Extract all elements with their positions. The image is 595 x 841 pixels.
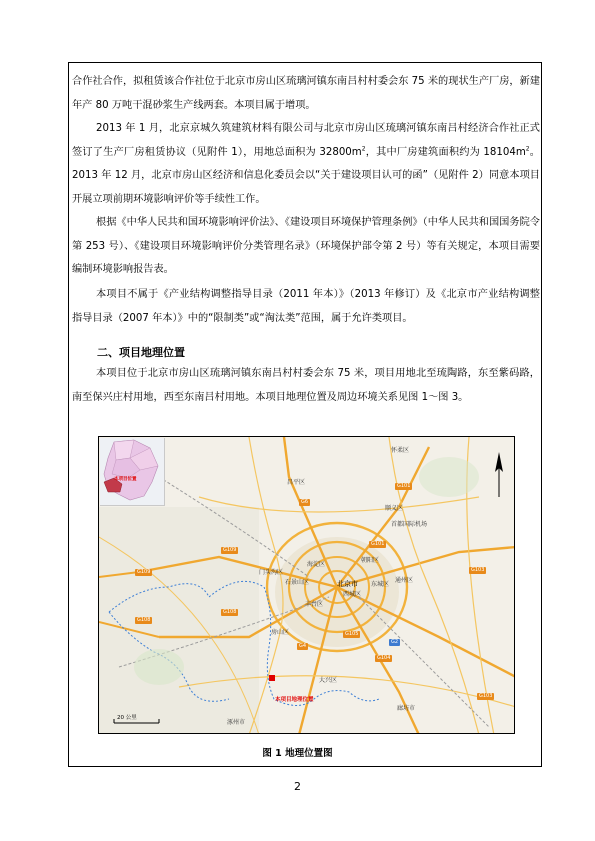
label-dongcheng: 东城区	[371, 581, 390, 588]
project-location-label: 本项目地理位置	[275, 697, 314, 703]
label-airport: 首都国际机场	[391, 521, 428, 528]
label-langfang: 廊坊市	[397, 705, 416, 712]
road-badge-g109b: G109	[137, 569, 151, 575]
road-badge-g101b: G101	[371, 541, 385, 547]
road-badge-g103: G103	[471, 567, 485, 573]
label-shunyi: 顺义区	[385, 505, 404, 512]
road-badge-g101: G101	[397, 483, 411, 489]
paragraph-4: 本项目不属于《产业结构调整指导目录（2011 年本）》（2013 年修订）及《北京市产业结构调整指导目录（2007 年本）》中的“限制类”或“淘汰类”范围，属于允许类项目。	[72, 289, 540, 324]
label-huairou: 怀柔区	[391, 447, 410, 454]
label-haidian: 海淀区	[307, 561, 326, 568]
paragraph-1: 合作社合作，拟租赁该合作社位于北京市房山区琉璃河镇东南吕村村委会东 75 米的现状生产厂房，新建年产 80 万吨干混砂浆生产线两套。本项目属于增项。	[72, 76, 540, 111]
beijing-inset-map	[100, 438, 165, 506]
paragraph-2: 2013 年 1 月，北京京城久筑建筑材料有限公司与北京市房山区琉璃河镇东南吕村经济合作社正式签订了生产厂房租赁协议（见附件 1），用地总面积为 $32800m^2$，其中厂房建筑面积约为 $18104m^2$。2013 年 12 月，北京市房山区经济和信息化委员会以“关于建设项目认可的函”（见附件 2）同意本项目开展立项前期环境影响评价等手续性工作。	[72, 123, 540, 205]
inset-project-label: 本项目位置	[114, 477, 137, 482]
label-xicheng: 西城区	[343, 591, 362, 598]
paragraph-3: 根据《中华人民共和国环境影响评价法》、《建设项目环境保护管理条例》（中华人民共和国国务院令第 253 号）、《建设项目环境影响评价分类管理名录》（环境保护部令第 2 号）等有关规定，本项目需要编制环境影响报告表。	[72, 217, 540, 276]
road-badge-g109a: G109	[223, 547, 237, 553]
label-tongzhou: 通州区	[395, 577, 414, 584]
label-fangshan: 房山区	[271, 629, 290, 636]
road-badge-g108a: G108	[223, 609, 237, 615]
label-shijingshan: 石景山区	[285, 579, 310, 586]
label-daxing: 大兴区	[319, 677, 338, 684]
road-badge-g108b: G108	[137, 617, 151, 623]
label-beijing: 北京市	[337, 580, 358, 588]
figure-caption: 图 1 地理位置图	[262, 748, 333, 759]
road-badge-g105: G105	[345, 631, 359, 637]
label-chaoyang: 朝阳区	[361, 557, 380, 564]
location-map	[98, 436, 515, 734]
road-badge-g103b: G103	[479, 693, 493, 699]
inset-graphic	[100, 438, 164, 505]
road-badge-g2: G2	[391, 639, 399, 645]
road-badge-g6: G6	[301, 499, 309, 505]
label-mentougou: 门头沟区	[259, 569, 284, 576]
label-changping: 昌平区	[287, 479, 306, 486]
scale-label: 20 公里	[117, 715, 137, 721]
paragraph-5: 本项目位于北京市房山区琉璃河镇东南吕村村委会东 75 米，项目用地北至琉陶路，东至紫码路，南至保兴庄村用地，西至东南吕村用地。本项目地理位置及周边环境关系见图 1～图 3。	[72, 368, 540, 403]
road-badge-g104: G104	[377, 655, 391, 661]
page-number: 2	[294, 780, 301, 793]
road-badge-g4: G4	[299, 643, 307, 649]
label-zhuozhou: 涿州市	[227, 719, 246, 726]
label-fengtai: 丰台区	[305, 601, 324, 608]
section-heading: 二、项目地理位置	[97, 346, 185, 359]
